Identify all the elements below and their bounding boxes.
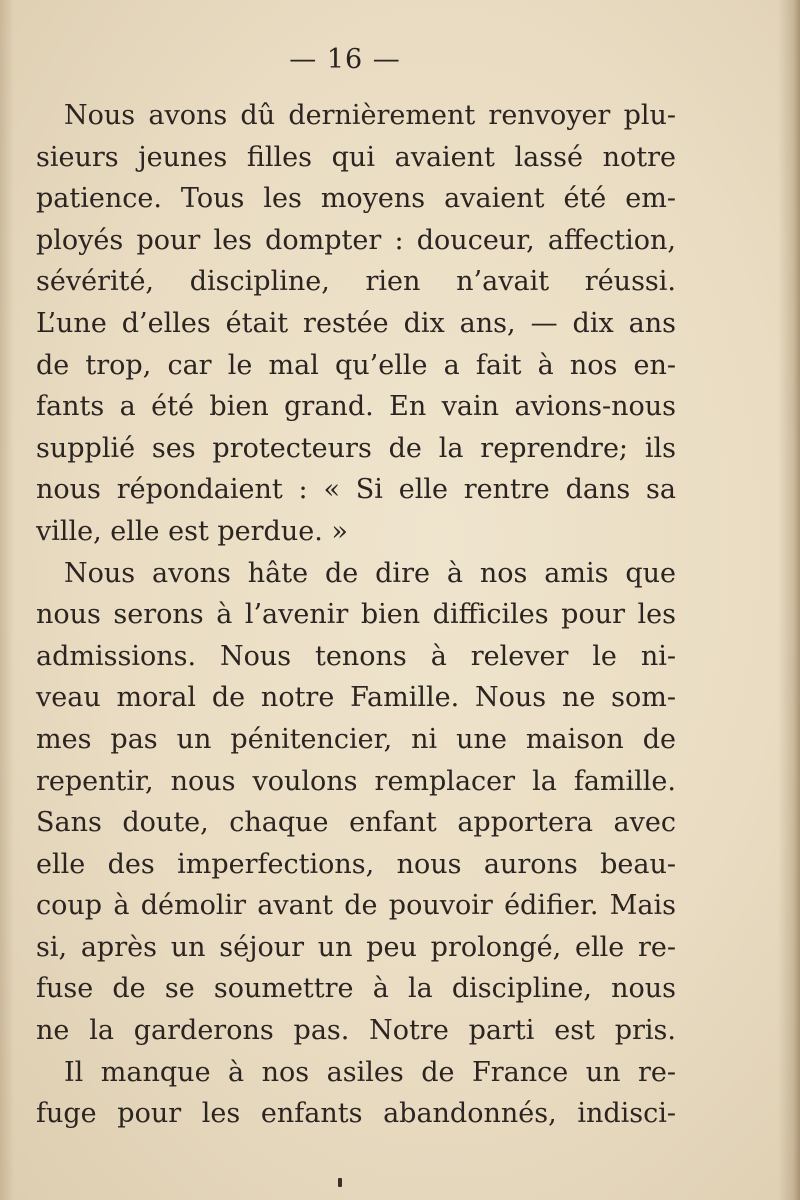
text-line: sévérité, discipline, rien n’avait réussi. (36, 266, 676, 298)
text-line: veau moral de notre Famille. Nous ne som- (36, 682, 676, 714)
text-line: fuse de se soumettre à la discipline, nous (36, 973, 676, 1005)
text-line: ployés pour les dompter : douceur, affection, (36, 224, 676, 256)
text-line: Nous avons dû dernièrement renvoyer plu- (64, 100, 676, 131)
text-line: patience. Tous les moyens avaient été em- (36, 183, 676, 215)
text-line: fuge pour les enfants abandonnés, indisci- (36, 1098, 676, 1130)
text-line: admissions. Nous tenons à relever le ni- (36, 640, 676, 672)
text-line: fants a été bien grand. En vain avions-nous (36, 391, 676, 423)
text-line: de trop, car le mal qu’elle a fait à nos en- (36, 349, 676, 381)
text-line: si, après un séjour un peu prolongé, elle re- (36, 931, 676, 963)
text-line: nous répondaient : « Si elle rentre dans sa (36, 474, 676, 506)
body-text (36, 95, 676, 1135)
text-line: elle des imperfections, nous aurons beau- (36, 848, 676, 880)
text-line: ne la garderons pas. Notre parti est pris. (36, 1015, 676, 1047)
text-line: sieurs jeunes filles qui avaient lassé notre (36, 141, 676, 173)
page-right-edge (778, 0, 800, 1200)
text-line: nous serons à l’avenir bien difficiles pour les (36, 599, 676, 631)
text-line: L’une d’elles était restée dix ans, — dix ans (36, 307, 676, 339)
page-left-edge (0, 0, 14, 1200)
text-line: ville, elle est perdue. » (36, 515, 348, 547)
text-line: mes pas un pénitencier, ni une maison de (36, 723, 676, 755)
ink-speck (338, 1178, 342, 1187)
page-number: — 16 — (289, 44, 401, 75)
text-line: Il manque à nos asiles de France un re- (64, 1056, 676, 1088)
text-line: Sans doute, chaque enfant apportera avec (36, 807, 676, 839)
text-line: supplié ses protecteurs de la reprendre; ils (36, 432, 676, 464)
text-line: coup à démolir avant de pouvoir édifier. Mais (36, 890, 676, 922)
text-line: Nous avons hâte de dire à nos amis que (64, 557, 676, 589)
text-line: repentir, nous voulons remplacer la famille. (36, 765, 676, 797)
